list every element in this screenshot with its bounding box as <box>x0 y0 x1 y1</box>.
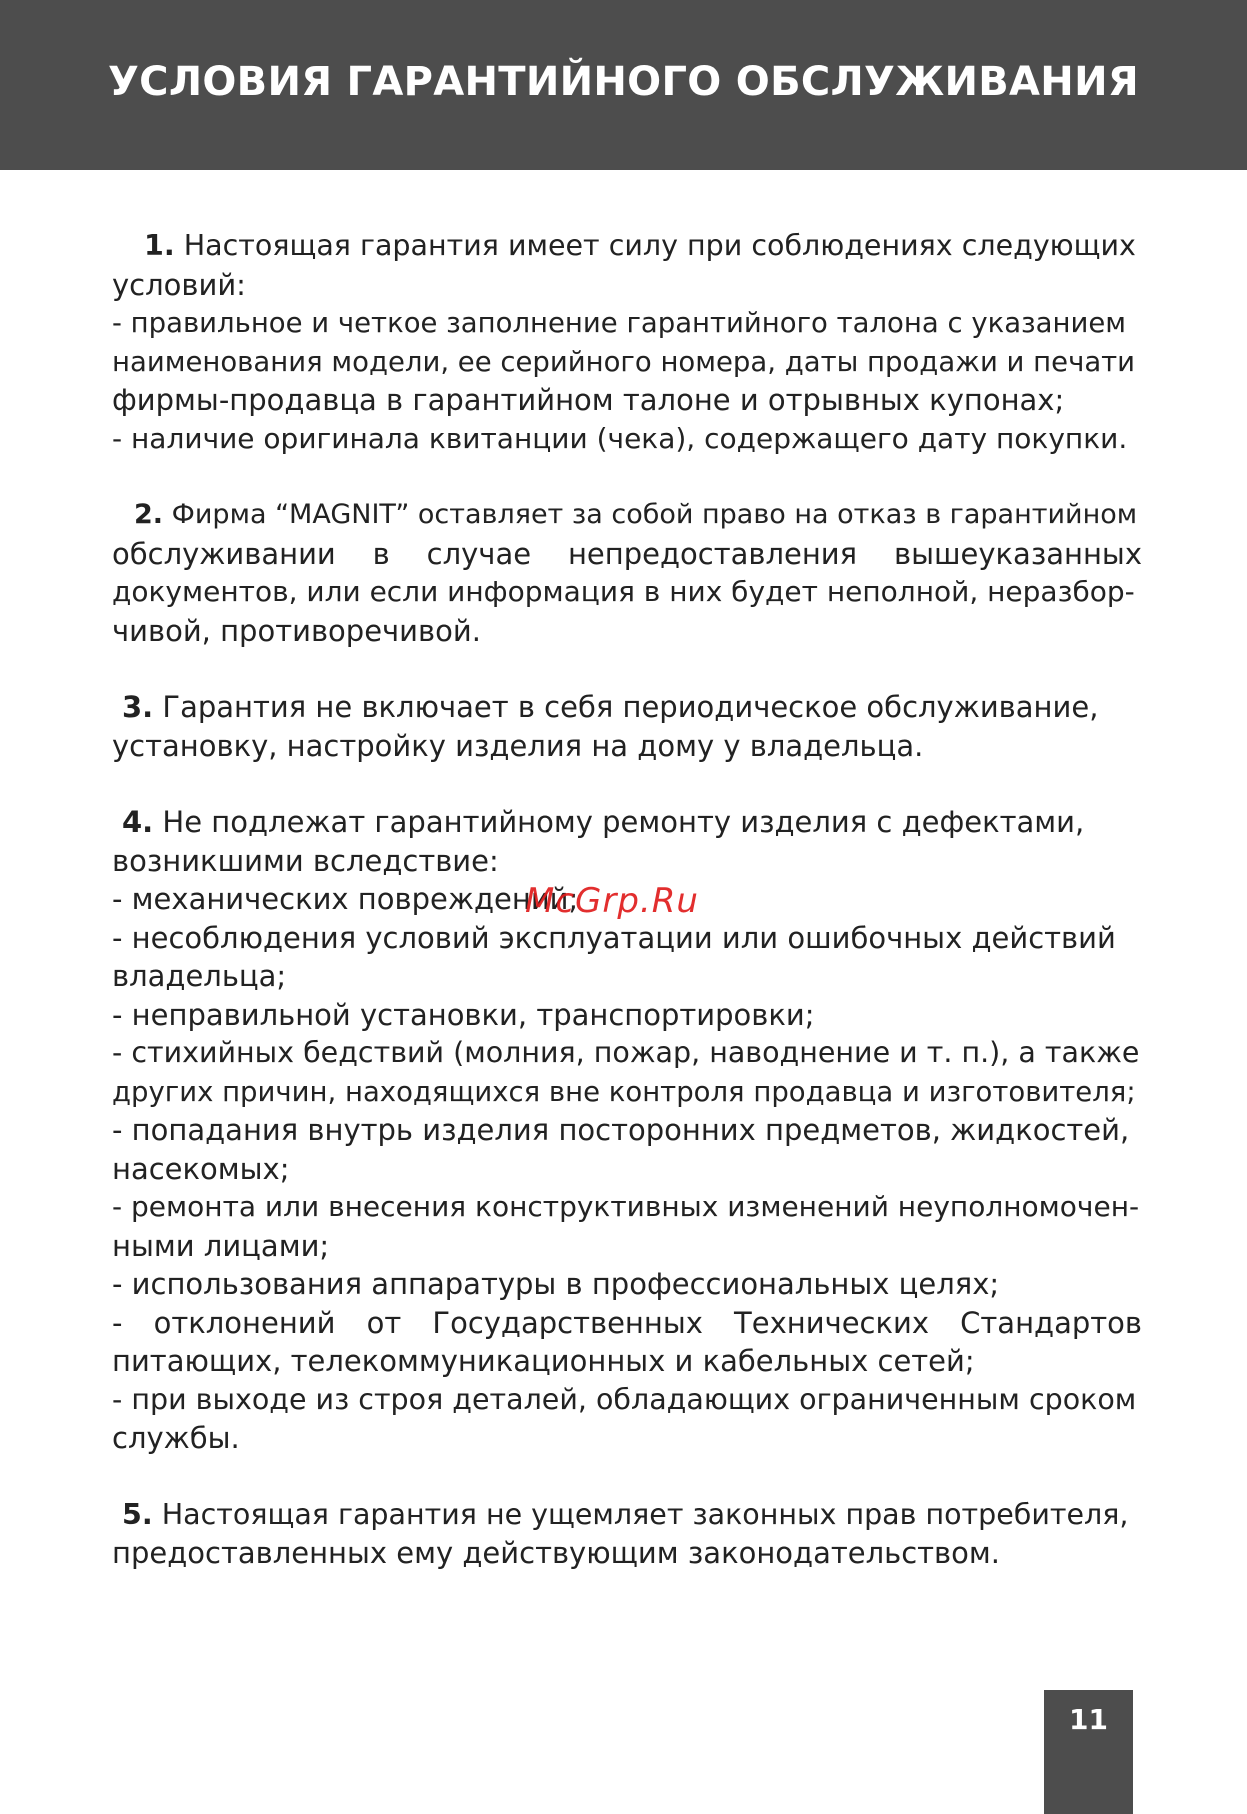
list-item: - наличие оригинала квитанции (чека), содержащего дату покупки. <box>112 421 1128 455</box>
section-line <box>112 496 1142 535</box>
page-number-tab <box>1044 1690 1133 1814</box>
section-line: документов, или если информация в них будет неполной, неразбор- <box>112 575 1135 608</box>
watermark: McGrp.Ru <box>525 881 699 921</box>
section-3 <box>112 688 1142 765</box>
section-line: возникшими вследствие: <box>112 843 499 878</box>
section-line: питающих, телекоммуникационных и кабельных сетей; <box>112 1344 975 1378</box>
list-item: - стихийных бедствий (молния, пожар, наводнение и т. п.), а также <box>112 1036 1140 1069</box>
section-line <box>112 1496 1142 1535</box>
header-band <box>0 0 1247 170</box>
section-line: наименования модели, ее серийного номера, даты продажи и печати <box>112 345 1136 378</box>
spacer <box>112 650 1142 688</box>
page-title: УСЛОВИЯ ГАРАНТИЙНОГО ОБСЛУЖИВАНИЯ <box>108 59 1139 105</box>
section-number: 2. <box>134 499 164 530</box>
section-5 <box>112 1496 1142 1573</box>
list-item: - неправильной установки, транспортировки; <box>112 997 815 1032</box>
page-number: 11 <box>1069 1703 1108 1736</box>
section-line <box>112 803 1142 842</box>
section-line: службы. <box>112 1421 240 1455</box>
list-item: - правильное и четкое заполнение гарантийного талона с указанием <box>112 307 1127 339</box>
list-item: - при выходе из строя деталей, обладающих ограниченным сроком <box>112 1382 1137 1416</box>
spacer <box>112 458 1142 496</box>
list-item: - отклонений от Государственных Технических Стандартов <box>112 1305 1142 1340</box>
list-item: - механических повреждений; <box>112 882 579 916</box>
section-line: условий: <box>112 267 246 302</box>
section-line: владельца; <box>112 959 287 993</box>
spacer <box>112 1458 1142 1496</box>
section-line: обслуживании в случае непредоставления вышеуказанных <box>112 536 1142 571</box>
section-line: ными лицами; <box>112 1228 330 1263</box>
section-number: 5. <box>122 1497 153 1531</box>
list-item: - использования аппаратуры в профессиональных целях; <box>112 1267 1000 1301</box>
section-1 <box>112 227 1142 458</box>
section-line <box>112 688 1142 727</box>
section-text: Фирма “MAGNIT” оставляет за собой право на отказ в гарантийном <box>171 499 1138 530</box>
section-2 <box>112 496 1142 650</box>
section-line <box>112 227 1142 266</box>
section-number: 1. <box>144 229 175 262</box>
section-text: Настоящая гарантия не ущемляет законных прав потребителя, <box>161 1497 1129 1531</box>
section-text: Не подлежат гарантийному ремонту изделия с дефектами, <box>162 805 1085 839</box>
list-item: - попадания внутрь изделия посторонних предметов, жидкостей, <box>112 1113 1130 1147</box>
section-number: 3. <box>122 690 154 724</box>
section-line: насекомых; <box>112 1151 290 1186</box>
section-text: Настоящая гарантия имеет силу при соблюдениях следующих <box>183 229 1136 262</box>
section-line: других причин, находящихся вне контроля продавца и изготовителя; <box>112 1075 1136 1108</box>
section-line: фирмы-продавца в гарантийном талоне и отрывных купонах; <box>112 383 1065 417</box>
list-item: - ремонта или внесения конструктивных изменений неуполномочен- <box>112 1190 1140 1223</box>
section-text: Гарантия не включает в себя периодическое обслуживание, <box>162 690 1099 724</box>
section-line: предоставленных ему действующим законодательством. <box>112 1536 1000 1570</box>
section-number: 4. <box>122 805 154 839</box>
section-line: установку, настройку изделия на дому у владельца. <box>112 728 924 763</box>
section-line: чивой, противоречивой. <box>112 613 481 648</box>
list-item: - несоблюдения условий эксплуатации или ошибочных действий <box>112 920 1116 955</box>
spacer <box>112 765 1142 803</box>
